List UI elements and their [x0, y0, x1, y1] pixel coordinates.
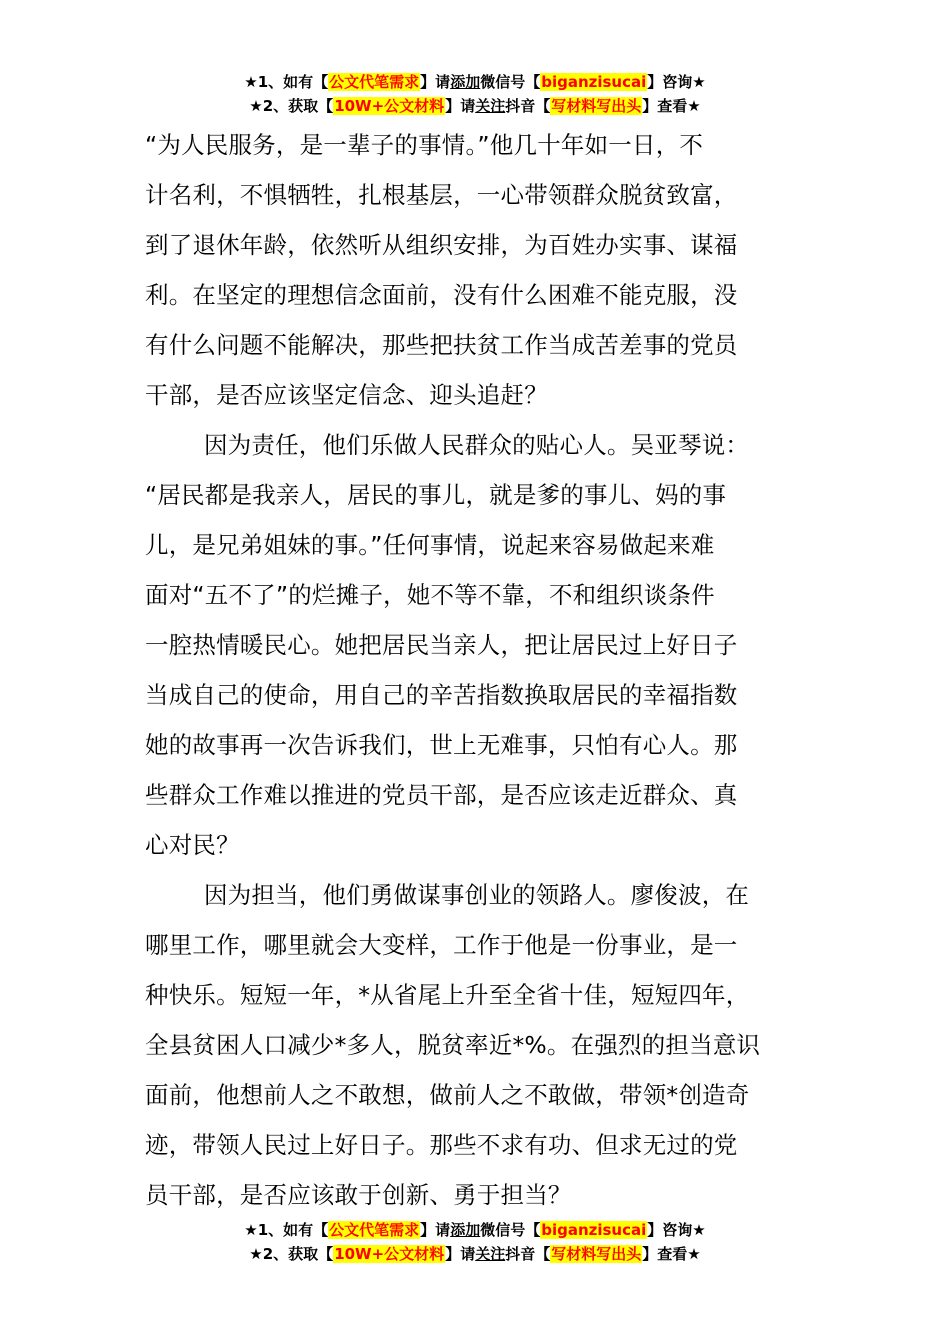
header-line-2-underlined: 关注 — [475, 97, 506, 115]
body-line: 到了退休年龄，依然听从组织安排，为百姓办实事、谋福 — [145, 231, 738, 259]
footer-line-1 — [0, 1218, 950, 1242]
header-line-2-mid: 】请 — [445, 97, 476, 115]
body-line: 儿，是兄弟姐妹的事。”任何事情，说起来容易做起来难 — [145, 531, 715, 559]
paragraph-start-line: 因为责任，他们乐做人民群众的贴心人。吴亚琴说： — [204, 431, 750, 459]
header-line-2-suffix: 】查看★ — [642, 97, 701, 115]
header-line-2-prefix: ★2、获取【 — [249, 97, 334, 115]
footer-line-2-suffix: 】查看★ — [642, 1245, 701, 1263]
body-line: 全县贫困人口减少*多人，脱贫率近*%。在强烈的担当意识 — [145, 1031, 761, 1059]
footer-line-1-mid2: 微信号【 — [480, 1221, 541, 1239]
footer-line-2-underlined: 关注 — [475, 1245, 506, 1263]
footer-line-2-mid2: 抖音【 — [505, 1245, 551, 1263]
header-line-1-mid: 】请 — [420, 73, 451, 91]
header-line-1 — [0, 70, 950, 94]
header-banner — [0, 70, 950, 118]
header-line-2 — [0, 94, 950, 118]
body-line: 计名利，不惧牺牲，扎根基层，一心带领群众脱贫致富， — [145, 181, 738, 209]
header-line-1-highlight-service: 公文代笔需求 — [329, 73, 420, 91]
body-line: “居民都是我亲人，居民的事儿，就是爹的事儿、妈的事 — [145, 481, 727, 509]
header-line-1-suffix: 】咨询★ — [647, 73, 706, 91]
header-line-2-highlight-douyin: 写材料写出头 — [551, 97, 642, 115]
body-line: 哪里工作，哪里就会大变样，工作于他是一份事业，是一 — [145, 931, 738, 959]
header-line-1-highlight-wechat: biganzisucai — [541, 73, 647, 91]
body-line: 员干部，是否应该敢于创新、勇于担当？ — [145, 1181, 572, 1209]
footer-banner — [0, 1218, 950, 1266]
footer-line-1-mid: 】请 — [420, 1221, 451, 1239]
footer-line-2-mid: 】请 — [445, 1245, 476, 1263]
body-line: 干部，是否应该坚定信念、迎头追赶？ — [145, 381, 548, 409]
body-line: 利。在坚定的理想信念面前，没有什么困难不能克服，没 — [145, 281, 738, 309]
body-line: 她的故事再一次告诉我们，世上无难事，只怕有心人。那 — [145, 731, 738, 759]
footer-line-2-highlight-douyin: 写材料写出头 — [551, 1245, 642, 1263]
body-line: 迹，带领人民过上好日子。那些不求有功、但求无过的党 — [145, 1131, 738, 1159]
paragraph-start-line: 因为担当，他们勇做谋事创业的领路人。廖俊波，在 — [204, 881, 750, 909]
header-line-2-mid2: 抖音【 — [505, 97, 551, 115]
header-line-1-underlined: 添加 — [450, 73, 481, 91]
body-line: 一腔热情暖民心。她把居民当亲人，把让居民过上好日子 — [145, 631, 738, 659]
body-line: 有什么问题不能解决，那些把扶贫工作当成苦差事的党员 — [145, 331, 738, 359]
body-line: 心对民？ — [145, 831, 240, 859]
footer-line-2 — [0, 1242, 950, 1266]
footer-line-1-highlight-service: 公文代笔需求 — [329, 1221, 420, 1239]
header-line-1-prefix: ★1、如有【 — [244, 73, 329, 91]
footer-line-1-highlight-wechat: biganzisucai — [541, 1221, 647, 1239]
footer-line-2-highlight-materials: 10W+公文材料 — [334, 1245, 445, 1263]
document-body — [145, 120, 810, 1220]
body-line: 种快乐。短短一年，*从省尾上升至全省十佳，短短四年， — [145, 981, 750, 1009]
body-line: “为人民服务，是一辈子的事情。”他几十年如一日，不 — [145, 131, 704, 159]
header-line-2-highlight-materials: 10W+公文材料 — [334, 97, 445, 115]
body-line: 面前，他想前人之不敢想，做前人之不敢做，带领*创造奇 — [145, 1081, 750, 1109]
body-line: 当成自己的使命，用自己的辛苦指数换取居民的幸福指数 — [145, 681, 738, 709]
body-line: 面对“五不了”的烂摊子，她不等不靠，不和组织谈条件 — [145, 581, 715, 609]
footer-line-2-prefix: ★2、获取【 — [249, 1245, 334, 1263]
footer-line-1-underlined: 添加 — [450, 1221, 481, 1239]
header-line-1-mid2: 微信号【 — [480, 73, 541, 91]
footer-line-1-prefix: ★1、如有【 — [244, 1221, 329, 1239]
footer-line-1-suffix: 】咨询★ — [647, 1221, 706, 1239]
body-line: 些群众工作难以推进的党员干部，是否应该走近群众、真 — [145, 781, 738, 809]
